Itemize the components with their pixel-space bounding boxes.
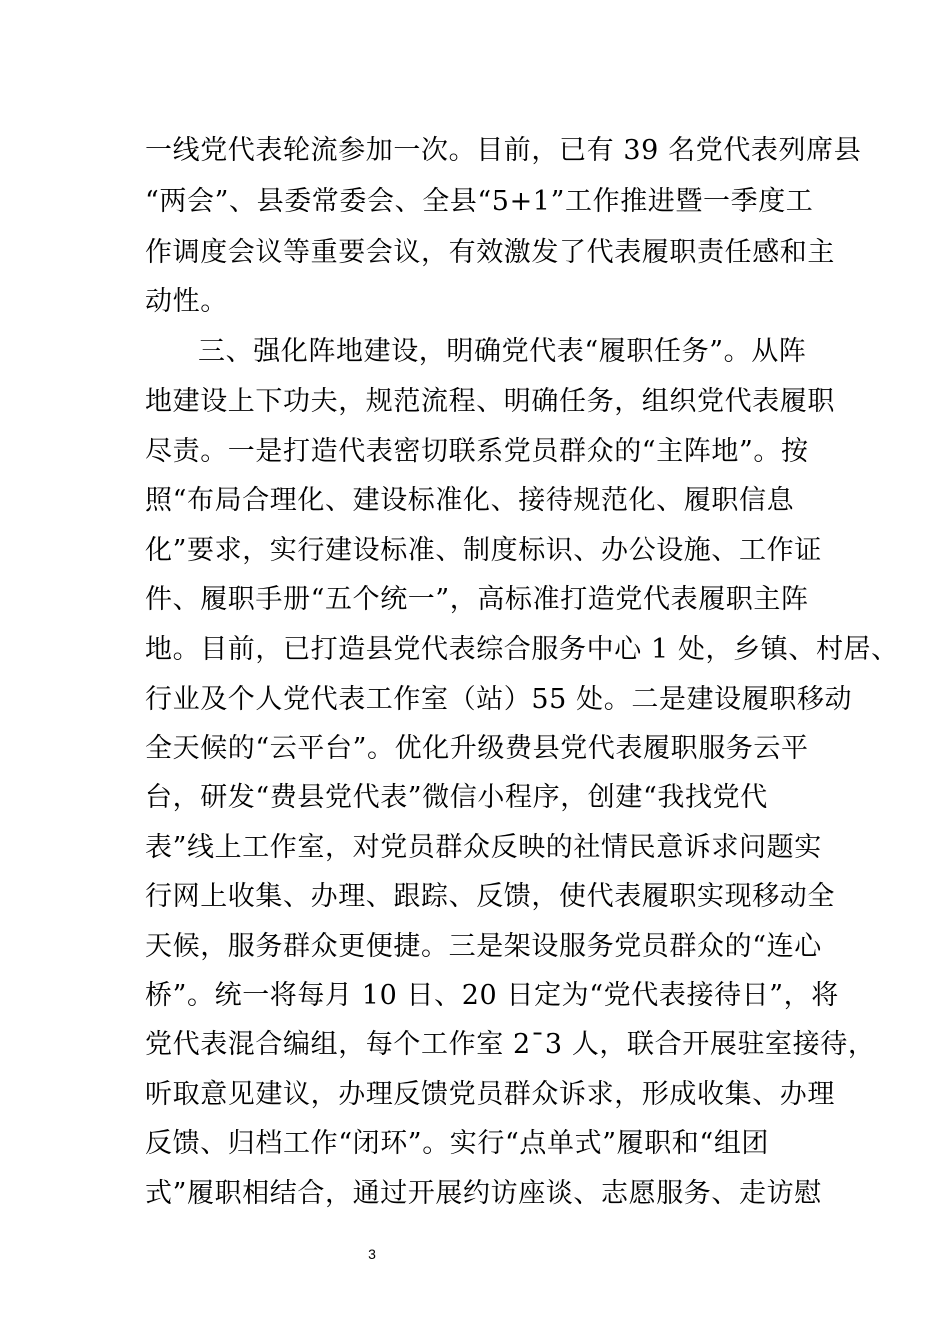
- paragraph-line: 动性。: [145, 286, 228, 317]
- paragraph-line: 式”履职相结合，通过开展约访座谈、志愿服务、走访慰: [145, 1178, 822, 1209]
- paragraph-line: 行业及个人党代表工作室（站）55 处。二是建设履职移动: [145, 684, 853, 715]
- paragraph-line: 作调度会议等重要会议，有效激发了代表履职责任感和主: [145, 237, 835, 268]
- paragraph-line: 照“布局合理化、建设标准化、接待规范化、履职信息: [145, 485, 795, 516]
- paragraph-line: 反馈、归档工作“闭环”。实行“点单式”履职和“组团: [145, 1128, 770, 1159]
- paragraph-line: 地。目前，已打造县党代表综合服务中心 1 处，乡镇、村居、: [145, 634, 899, 665]
- paragraph-line: 桥”。统一将每月 10 日、20 日定为“党代表接待日”，将: [145, 980, 839, 1011]
- paragraph-line: “两会”、县委常委会、全县“5+1”工作推进暨一季度工: [145, 186, 814, 217]
- paragraph-line: 地建设上下功夫，规范流程、明确任务，组织党代表履职: [145, 386, 835, 417]
- paragraph-line: 全天候的“云平台”。优化升级费县党代表履职服务云平: [145, 733, 809, 764]
- paragraph-line: 一线党代表轮流参加一次。目前，已有 39 名党代表列席县: [145, 135, 862, 166]
- paragraph-line: 天候，服务群众更便捷。三是架设服务党员群众的“连心: [145, 931, 822, 962]
- paragraph-line: 化”要求，实行建设标准、制度标识、办公设施、工作证: [145, 535, 822, 566]
- paragraph-line: 件、履职手册“五个统一”，高标准打造党代表履职主阵: [145, 584, 809, 615]
- paragraph-line: 尽责。一是打造代表密切联系党员群众的“主阵地”。按: [145, 436, 809, 467]
- paragraph-line: 听取意见建议，办理反馈党员群众诉求，形成收集、办理: [145, 1079, 835, 1110]
- paragraph-line: 表”线上工作室，对党员群众反映的社情民意诉求问题实: [145, 832, 822, 863]
- paragraph-line: 行网上收集、办理、跟踪、反馈，使代表履职实现移动全: [145, 881, 835, 912]
- section-heading-line: 三、强化阵地建设，明确党代表“履职任务”。从阵: [198, 336, 807, 367]
- paragraph-line: 台，研发“费县党代表”微信小程序，创建“我找党代: [145, 782, 768, 813]
- page-number: 3: [368, 1246, 376, 1262]
- paragraph-line: 党代表混合编组，每个工作室 2¯3 人，联合开展驻室接待，: [145, 1029, 876, 1060]
